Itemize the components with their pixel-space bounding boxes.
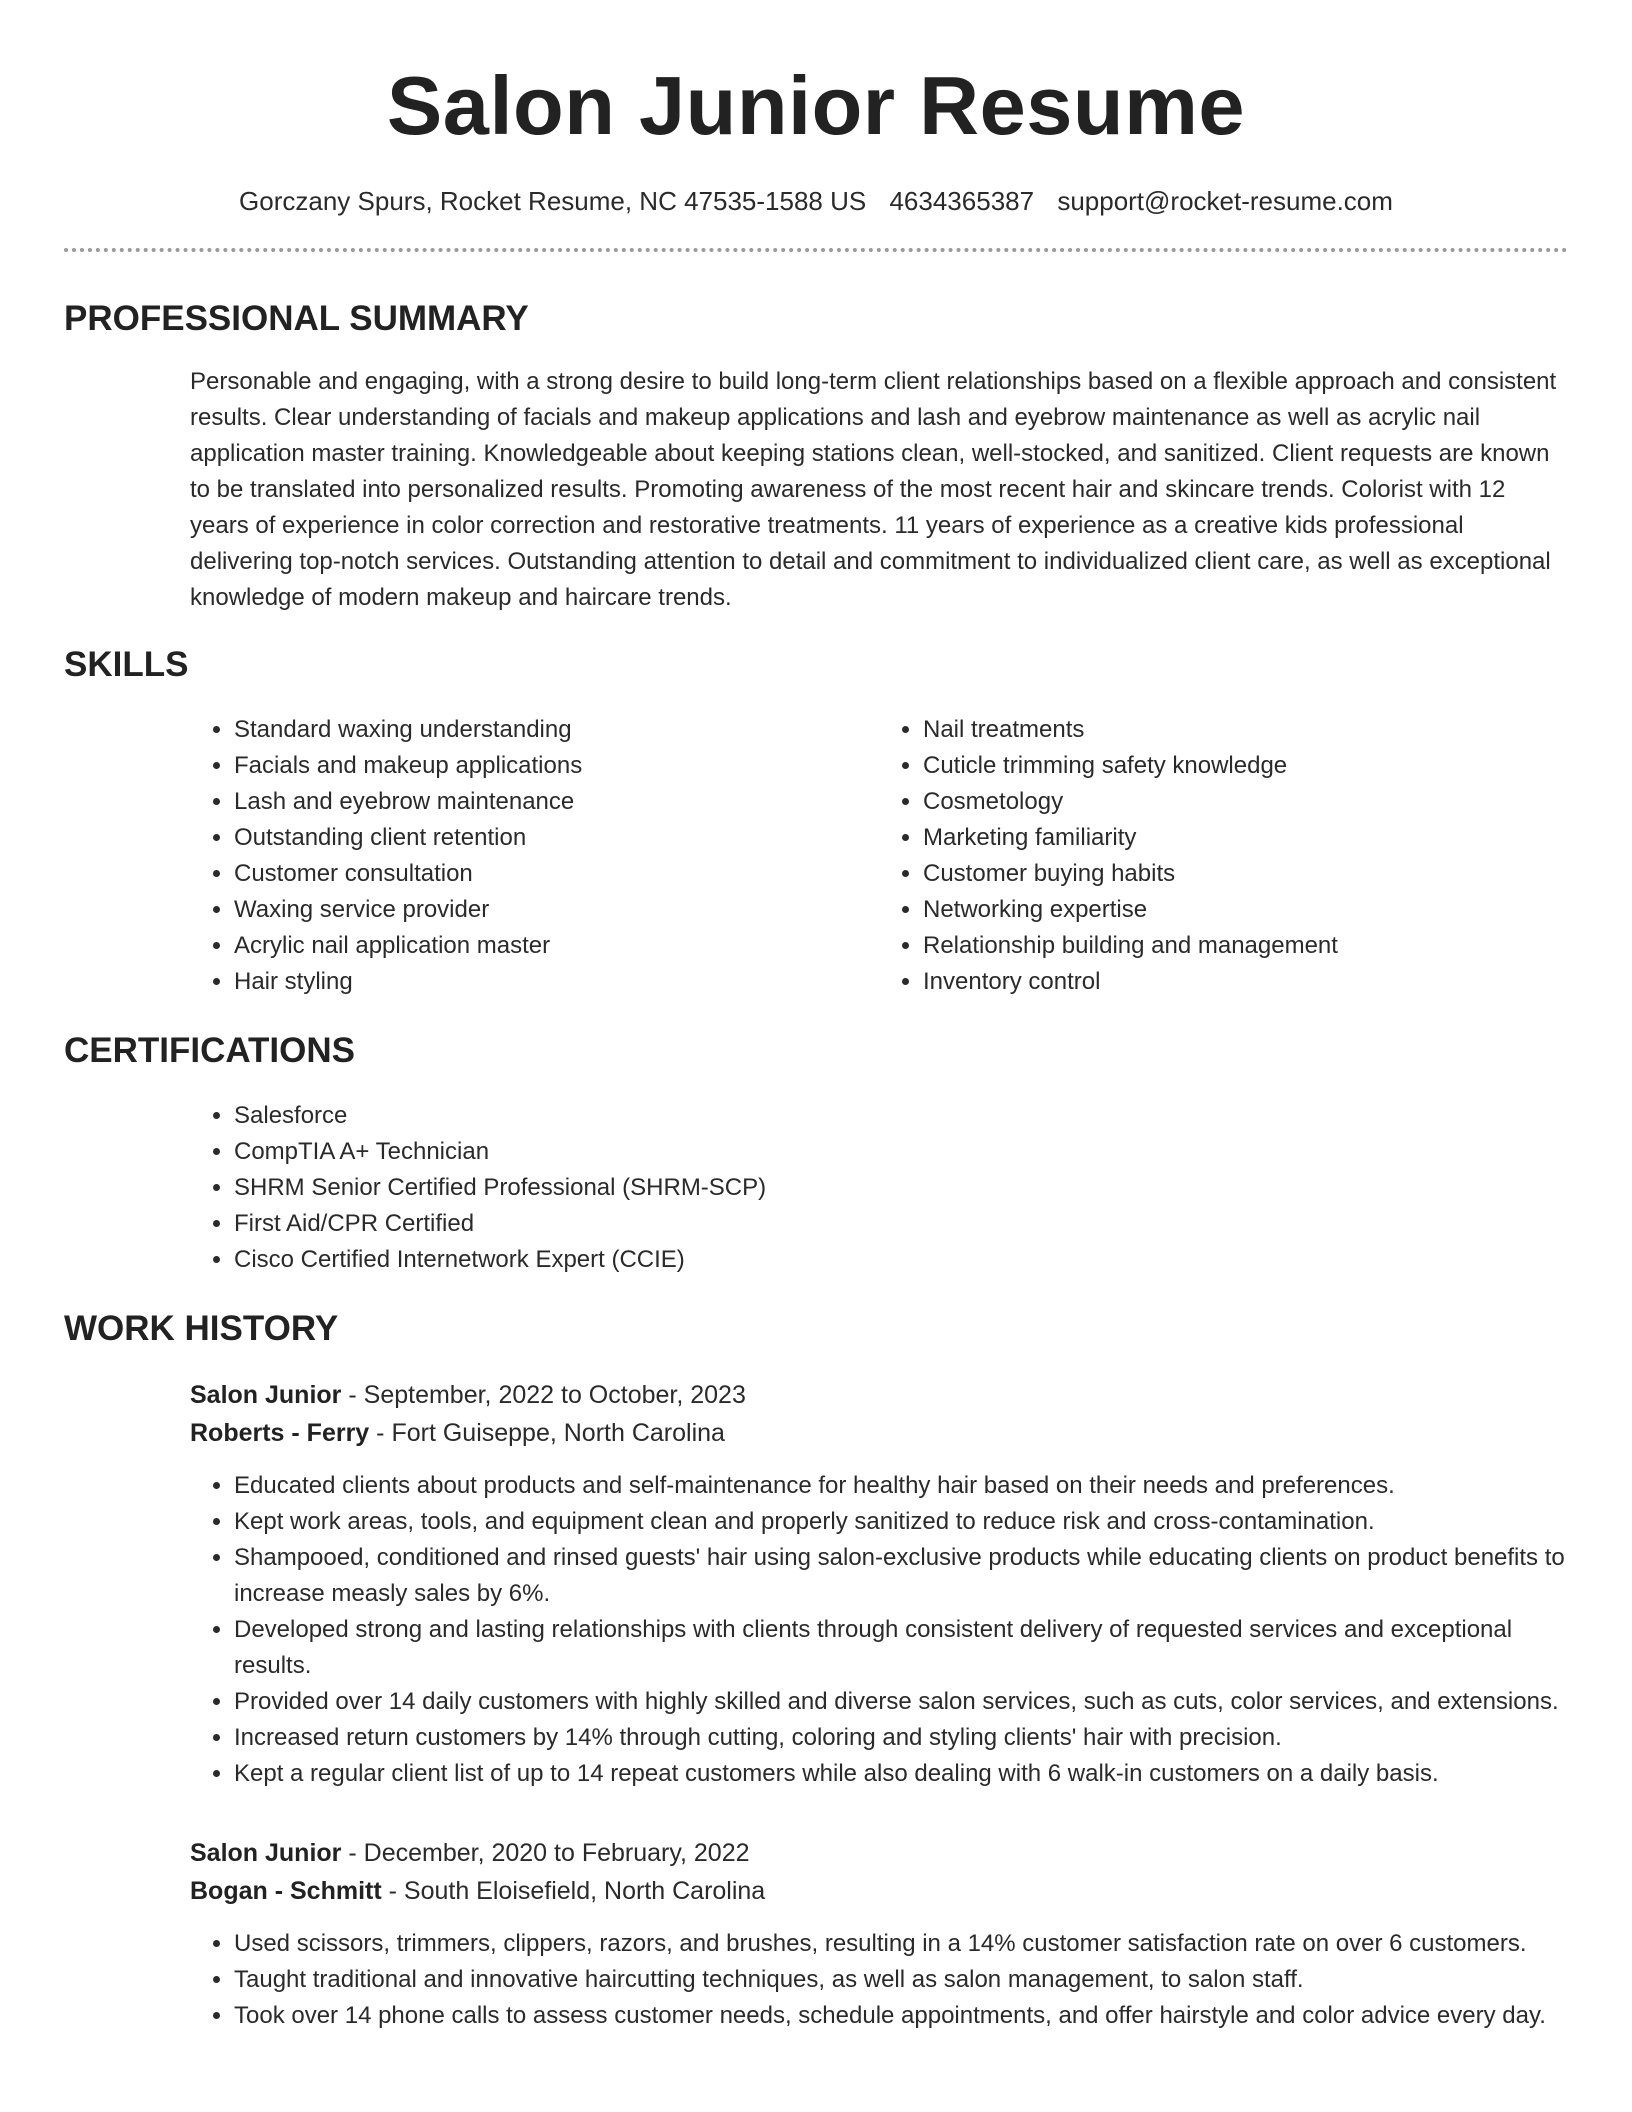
job-bullet: • Provided over 14 daily customers with highly skilled and diverse salon services, such as cuts, color services, and extensions.: [234, 1684, 1568, 1720]
section-title-summary: PROFESSIONAL SUMMARY: [64, 299, 529, 338]
skill-item: • Marketing familiarity: [923, 820, 1568, 856]
contact-line: [64, 184, 1568, 218]
address: Gorczany Spurs, Rocket Resume, NC 47535-1588 US: [239, 186, 867, 216]
job-role-line: [190, 1376, 1568, 1414]
separator: -: [348, 1839, 364, 1867]
job-bullet: • Kept work areas, tools, and equipment clean and properly sanitized to reduce risk and cross-contamination.: [234, 1504, 1568, 1540]
summary-text: Personable and engaging, with a strong desire to build long-term client relationships based on a flexible approach and consistent results. Clear understanding of facials and makeup applications and lash and eyebrow maintenance as well as acrylic nail application master training. Knowledgeable about keeping stations clean, well-stocked, and sanitized. Client requests are known to be translated into personalized results. Promoting awareness of the most recent hair and skincare trends. Colorist with 12 years of experience in color correction and restorative treatments. 11 years of experience as a creative kids professional delivering top-notch services. Outstanding attention to detail and commitment to individualized client care, as well as exceptional knowledge of modern makeup and haircare trends.: [190, 368, 1557, 611]
job-bullet: • Developed strong and lasting relationships with clients through consistent delivery of requested services and exceptional results.: [234, 1612, 1568, 1684]
email: support@rocket-resume.com: [1057, 186, 1393, 216]
job-location: South Eloisefield, North Carolina: [403, 1877, 766, 1905]
header-divider: [64, 248, 1568, 252]
job-bullet: • Kept a regular client list of up to 14 repeat customers while also dealing with 6 walk-in customers on a daily basis.: [234, 1756, 1568, 1792]
job-dates: December, 2020 to February, 2022: [363, 1839, 750, 1867]
job-bullet: • Increased return customers by 14% through cutting, coloring and styling clients' hair with precision.: [234, 1720, 1568, 1756]
job-employer: Bogan - Schmitt: [190, 1877, 382, 1905]
skill-item: • Lash and eyebrow maintenance: [234, 784, 879, 820]
skill-item: • Inventory control: [923, 964, 1568, 1000]
resume-page: [64, 0, 1568, 2034]
job-entry: [190, 1834, 1568, 2034]
skill-item: • Facials and makeup applications: [234, 748, 879, 784]
skill-item: • Outstanding client retention: [234, 820, 879, 856]
job-bullets: [190, 1926, 1568, 2034]
job-role: Salon Junior: [190, 1839, 342, 1867]
job-employer: Roberts - Ferry: [190, 1419, 370, 1447]
skill-item: • Networking expertise: [923, 892, 1568, 928]
separator: -: [376, 1419, 392, 1447]
job-bullet: • Taught traditional and innovative haircutting techniques, as well as salon management, to salon staff.: [234, 1962, 1568, 1998]
job-employer-line: [190, 1872, 1568, 1910]
skills-list-right: [879, 712, 1568, 1000]
resume-title: Salon Junior Resume: [386, 59, 1246, 152]
separator: -: [388, 1877, 404, 1905]
job-role: Salon Junior: [190, 1381, 342, 1409]
job-bullet: • Shampooed, conditioned and rinsed guests' hair using salon-exclusive products while educating clients on product benefits to increase measly sales by 6%.: [234, 1540, 1568, 1612]
section-title-skills: SKILLS: [64, 645, 189, 684]
certification-item: • Salesforce: [234, 1098, 1568, 1134]
skill-item: • Hair styling: [234, 964, 879, 1000]
skill-item: • Customer buying habits: [923, 856, 1568, 892]
skill-item: • Standard waxing understanding: [234, 712, 879, 748]
skill-item: • Nail treatments: [923, 712, 1568, 748]
separator: -: [348, 1381, 364, 1409]
skills-columns: [190, 712, 1568, 1000]
skills-list-left: [190, 712, 879, 1000]
certification-item: • Cisco Certified Internetwork Expert (CCIE): [234, 1242, 1568, 1278]
skill-item: • Cuticle trimming safety knowledge: [923, 748, 1568, 784]
certification-item: • First Aid/CPR Certified: [234, 1206, 1568, 1242]
certifications-body: [190, 1098, 1568, 1278]
job-role-line: [190, 1834, 1568, 1872]
certification-item: • SHRM Senior Certified Professional (SHRM-SCP): [234, 1170, 1568, 1206]
section-title-work-history: WORK HISTORY: [64, 1309, 339, 1348]
job-dates: September, 2022 to October, 2023: [363, 1381, 746, 1409]
skill-item: • Relationship building and management: [923, 928, 1568, 964]
job-bullet: • Educated clients about products and self-maintenance for healthy hair based on their needs and preferences.: [234, 1468, 1568, 1504]
certifications-list: [190, 1098, 1568, 1278]
skill-item: • Acrylic nail application master: [234, 928, 879, 964]
job-entry: [190, 1376, 1568, 1792]
job-bullets: [190, 1468, 1568, 1792]
certification-item: • CompTIA A+ Technician: [234, 1134, 1568, 1170]
job-bullet: • Took over 14 phone calls to assess customer needs, schedule appointments, and offer hairstyle and color advice every day.: [234, 1998, 1568, 2034]
section-title-certifications: CERTIFICATIONS: [64, 1031, 356, 1070]
phone: 4634365387: [889, 186, 1035, 216]
job-employer-line: [190, 1414, 1568, 1452]
skill-item: • Cosmetology: [923, 784, 1568, 820]
skill-item: • Waxing service provider: [234, 892, 879, 928]
skill-item: • Customer consultation: [234, 856, 879, 892]
work-history-body: [190, 1376, 1568, 2034]
job-bullet: • Used scissors, trimmers, clippers, razors, and brushes, resulting in a 14% customer satisfaction rate on over 6 customers.: [234, 1926, 1568, 1962]
job-location: Fort Guiseppe, North Carolina: [391, 1419, 725, 1447]
